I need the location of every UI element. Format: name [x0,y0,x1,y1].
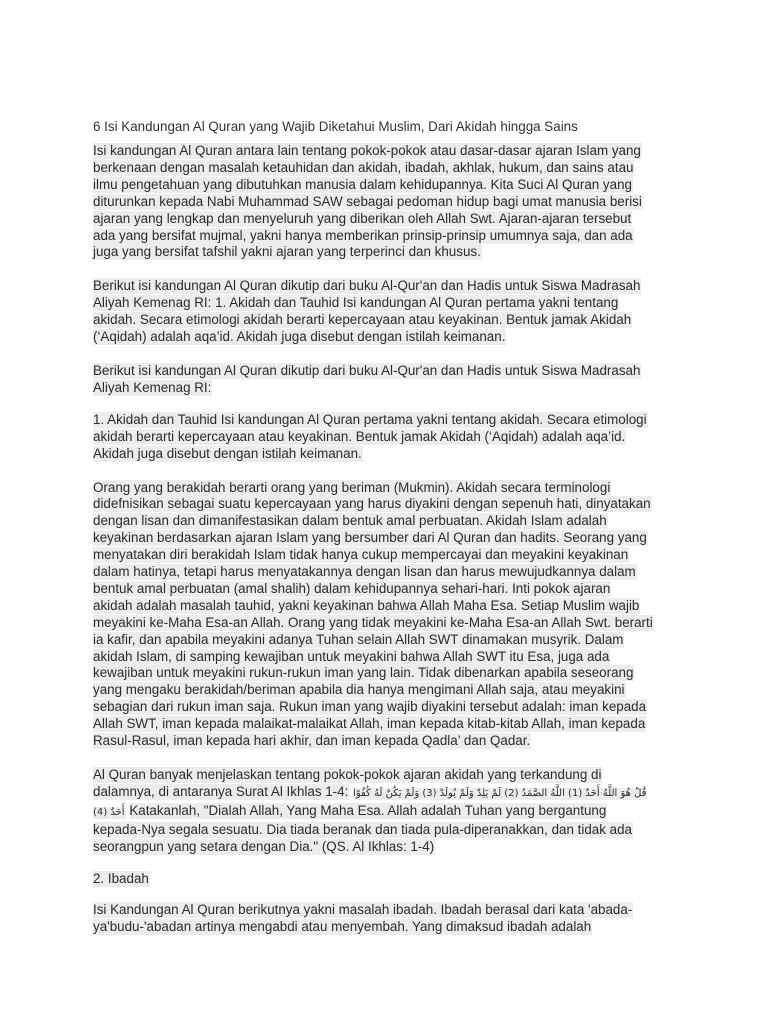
paragraph-section2-body [93,902,653,936]
paragraph-intro [93,143,653,261]
paragraph-source-intro-text: Berikut isi kandungan Al Quran dikutip dari buku Al-Qur'an dan Hadis untuk Siswa Madrasah Aliyah Kemenag RI: [93,362,641,395]
ikhlas-translation-text: Katakanlah, "Dialah Allah, Yang Maha Esa. Allah adalah Tuhan yang bergantung kepada-Nya segala sesuatu. Dia tiada beranak dan tiada pula-diperanakkan, dan tidak ada seorangpun yang setara dengan Dia." (QS. Al Ikhlas: 1-4) [93,802,632,854]
ikhlas-arabic-text: قُلْ هُوَ اللَّهُ أَحَدٌ (1) اللَّهُ الصَّمَدُ (2) لَمْ يَلِدْ وَلَمْ يُولَدْ (3) وَلَمْ يَكُنْ لَهُ كُفُوًا أَحَدٌ (4) [93,787,647,818]
paragraph-section2-body-text: Isi Kandungan Al Quran berikutnya yakni masalah ibadah. Ibadah berasal dari kata 'abada-ya'budu-'abadan artinya mengabdi atau menyembah. Yang dimaksud ibadah adalah [93,902,633,935]
paragraph-source-summary [93,278,653,346]
paragraph-ikhlas [93,767,653,856]
paragraph-section1-intro-text: 1. Akidah dan Tauhid Isi kandungan Al Quran pertama yakni tentang akidah. Secara etimologi akidah berarti kepercayaan atau keyakinan. Bentuk jamak Akidah (‘Aqidah) adalah aqa’id. Akidah juga disebut dengan istilah keimanan. [93,411,647,461]
document-page [93,118,653,936]
section2-heading-text: 2. Ibadah [93,870,149,886]
paragraph-section1-intro [93,412,653,463]
paragraph-section1-body-text: Orang yang berakidah berarti orang yang beriman (Mukmin). Akidah secara terminologi didefnisikan sebagai suatu kepercayaan yang harus diyakini dengan sepenuh hati, dinyatakan dengan lisan dan dimanifestasikan dalam bentuk amal perbuatan. Akidah Islam adalah keyakinan berdasarkan ajaran Islam yang bersumber dari Al Quran dan hadits. Seorang yang menyatakan diri berakidah Islam tidak hanya cukup mempercayai dan meyakini keyakinan dalam hatinya, tetapi harus menyatakannya dengan lisan dan harus mewujudkannya dalam bentuk amal perbuatan (amal shalih) dalam kehidupannya sehari-hari. Inti pokok ajaran akidah adalah masalah tauhid, yakni keyakinan bahwa Allah Maha Esa. Setiap Muslim wajib meyakini ke-Maha Esa-an Allah. Orang yang tidak meyakini ke-Maha Esa-an Allah Swt. berarti ia kafir, dan apabila meyakini adanya Tuhan selain Allah SWT dinamakan musyrik. Dalam akidah Islam, di samping kewajiban untuk meyakini bahwa Allah SWT itu Esa, juga ada kewajiban untuk meyakini rukun-rukun iman yang lain. Tidak dibenarkan apabila seseorang yang mengaku berakidah/beriman apabila dia hanya mengimani Allah saja, atau meyakini sebagian dari rukun iman saja. Rukun iman yang wajib diyakini tersebut adalah: iman kepada Allah SWT, iman kepada malaikat-malaikat Allah, iman kepada kitab-kitab Allah, iman kepada Rasul-Rasul, iman kepada hari akhir, dan iman kepada Qadla’ dan Qadar. [93,479,653,749]
paragraph-intro-text: Isi kandungan Al Quran antara lain tentang pokok-pokok atau dasar-dasar ajaran Islam yang berkenaan dengan masalah ketauhidan dan akidah, ibadah, akhlak, hukum, dan sains atau ilmu pengetahuan yang dibutuhkan manusia dalam kehidupannya. Kita Suci Al Quran yang diturunkan kepada Nabi Muhammad SAW sebagai pedoman hidup bagi umat manusia berisi ajaran yang lengkap dan menyeluruh yang diberikan oleh Allah Swt. Ajaran-ajaran tersebut ada yang bersifat mujmal, yakni hanya memberikan prinsip-prinsip umumnya saja, dan ada juga yang bersifat tafshil yakni ajaran yang terperinci dan khusus. [93,143,642,260]
section2-heading [93,871,653,888]
ikhlas-lead-text: Al Quran banyak menjelaskan tentang pokok-pokok ajaran akidah yang terkandung di dalamnya, di antaranya Surat Al Ikhlas 1-4: [93,767,602,799]
paragraph-source-intro [93,363,653,397]
paragraph-section1-body [93,480,653,751]
document-title: 6 Isi Kandungan Al Quran yang Wajib Diketahui Muslim, Dari Akidah hingga Sains [93,119,578,134]
paragraph-source-summary-text: Berikut isi kandungan Al Quran dikutip dari buku Al-Qur'an dan Hadis untuk Siswa Madrasah Aliyah Kemenag RI: 1. Akidah dan Tauhid Isi kandungan Al Quran pertama yakni tentang akidah. Secara etimologi akidah berarti kepercayaan atau keyakinan. Bentuk jamak Akidah (‘Aqidah) adalah aqa’id. Akidah juga disebut dengan istilah keimanan. [93,278,641,345]
